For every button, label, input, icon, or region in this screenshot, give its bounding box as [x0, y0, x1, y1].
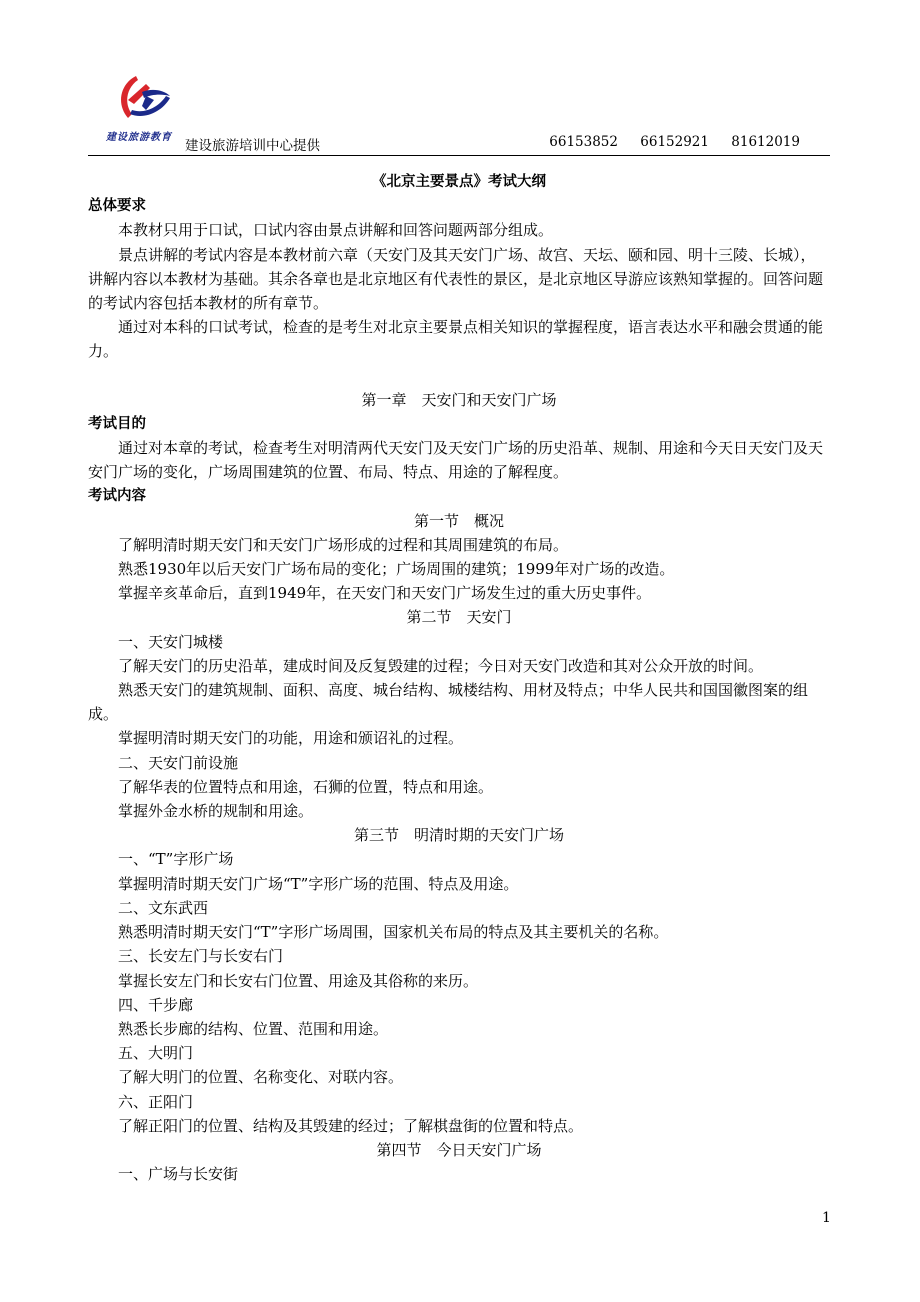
subsection-title: 一、天安门城楼	[118, 632, 224, 651]
logo-text: 建设旅游教育	[106, 132, 172, 143]
subsection-title: 五、大明门	[118, 1044, 194, 1063]
paragraph: 了解天安门的历史沿革，建成时间及反复毁建的过程；今日对天安门改造和其对公众开放的时间。	[118, 656, 764, 675]
paragraph: 通过对本章的考试，检查考生对明清两代天安门及天安门广场的历史沿革、规制、用途和今天日天安门及天安门广场的变化，广场周围建筑的位置、布局、特点、用途的了解程度。	[88, 439, 824, 482]
chapter-title: 第一章 天安门和天安门广场	[361, 390, 557, 409]
page-number: 1	[822, 1210, 831, 1226]
subsection-title: 三、长安左门与长安右门	[118, 947, 284, 966]
page-header	[88, 70, 830, 156]
paragraph: 通过对本科的口试考试，检查的是考生对北京主要景点相关知识的掌握程度，语言表达水平和融会贯通的能力。	[88, 318, 824, 361]
paragraph: 了解正阳门的位置、结构及其毁建的经过；了解棋盘街的位置和特点。	[118, 1116, 584, 1135]
paragraph: 掌握长安左门和长安右门位置、用途及其俗称的来历。	[118, 971, 479, 990]
paragraph: 掌握明清时期天安门的功能，用途和颁诏礼的过程。	[118, 729, 464, 748]
paragraph: 了解华表的位置特点和用途，石狮的位置，特点和用途。	[118, 777, 494, 796]
section-title: 第二节 天安门	[406, 608, 512, 627]
purpose-heading: 考试目的	[88, 415, 146, 432]
subsection-title: 二、天安门前设施	[118, 753, 239, 772]
document-title: 《北京主要景点》考试大纲	[372, 174, 546, 190]
section-title: 第四节 今日天安门广场	[376, 1140, 542, 1159]
paragraph: 熟悉天安门的建筑规制、面积、高度、城台结构、城楼结构、用材及特点；中华人民共和国国徽图案的组成。	[88, 681, 809, 724]
section-title: 第三节 明清时期的天安门广场	[353, 826, 564, 845]
paragraph: 熟悉1930年以后天安门广场布局的变化；广场周围的建筑；1999年对广场的改造。	[118, 560, 675, 579]
subsection-title: 一、广场与长安街	[118, 1165, 239, 1184]
general-heading: 总体要求	[88, 198, 146, 215]
paragraph: 了解明清时期天安门和天安门广场形成的过程和其周围建筑的布局。	[118, 535, 569, 554]
content-heading: 考试内容	[88, 488, 146, 505]
header-provider: 建设旅游培训中心提供	[185, 138, 320, 154]
subsection-title: 四、千步廊	[118, 995, 194, 1014]
paragraph: 了解大明门的位置、名称变化、对联内容。	[118, 1068, 404, 1087]
paragraph: 掌握外金水桥的规制和用途。	[118, 802, 314, 821]
paragraph: 熟悉长步廊的结构、位置、范围和用途。	[118, 1019, 389, 1038]
subsection-title: 一、“T”字形广场	[118, 850, 234, 869]
section-title: 第一节 概况	[413, 511, 504, 530]
subsection-title: 二、文东武西	[118, 898, 209, 917]
subsection-title: 六、正阳门	[118, 1092, 194, 1111]
header-phones: 66153852 66152921 81612019	[549, 134, 800, 150]
spacer	[88, 364, 830, 388]
paragraph: 熟悉明清时期天安门“T”字形广场周围，国家机关布局的特点及其主要机关的名称。	[118, 923, 669, 942]
paragraph: 本教材只用于口试，口试内容由景点讲解和回答问题两部分组成。	[118, 221, 554, 240]
paragraph: 掌握辛亥革命后，直到1949年，在天安门和天安门广场发生过的重大历史事件。	[118, 584, 652, 603]
paragraph: 掌握明清时期天安门广场“T”字形广场的范围、特点及用途。	[118, 874, 519, 893]
paragraph: 景点讲解的考试内容是本教材前六章（天安门及其天安门广场、故宫、天坛、颐和园、明十三陵、长城），讲解内容以本教材为基础。其余各章也是北京地区有代表性的景区，是北京地区导游应该熟知掌握的。回答问题的考试内容包括本教材的所有章节。	[88, 245, 824, 313]
document-body	[88, 170, 830, 1186]
